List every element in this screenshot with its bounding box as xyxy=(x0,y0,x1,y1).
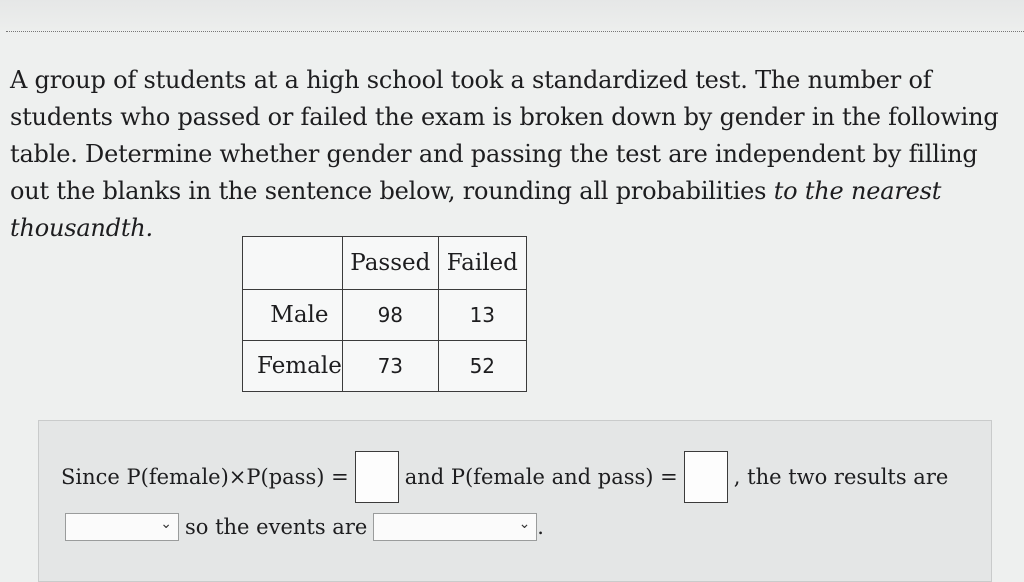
cell-male-failed: 13 xyxy=(438,290,526,341)
independence-dropdown[interactable] xyxy=(373,513,537,541)
question-text xyxy=(10,62,1020,247)
so-text: so the events are xyxy=(185,515,368,539)
header-failed: Failed xyxy=(438,237,526,290)
table-header-row xyxy=(243,237,527,290)
table-corner-cell xyxy=(243,237,343,290)
answer-sentence-line2 xyxy=(65,513,544,541)
and-text: and P(female and pass) = xyxy=(404,465,678,489)
chevron-down-icon: ⌄ xyxy=(160,516,172,532)
since-text: Since P(female)×P(pass) = xyxy=(61,465,349,489)
row-label-female: Female xyxy=(243,341,343,392)
row-label-male: Male xyxy=(243,290,343,341)
table-row xyxy=(243,341,527,392)
chevron-down-icon: ⌄ xyxy=(518,516,531,532)
joint-probability-input[interactable] xyxy=(684,451,728,503)
header-passed: Passed xyxy=(342,237,438,290)
product-probability-input[interactable] xyxy=(355,451,399,503)
cell-female-passed: 73 xyxy=(342,341,438,392)
results-text: , the two results are xyxy=(733,465,949,489)
table-row xyxy=(243,290,527,341)
answer-sentence-line1 xyxy=(61,451,981,503)
contingency-table xyxy=(242,236,527,392)
header-strip xyxy=(0,0,1024,30)
answer-panel xyxy=(38,420,992,582)
question-rounding-instruction: to the nearest thousandth. xyxy=(10,177,942,242)
cell-female-failed: 52 xyxy=(438,341,526,392)
divider xyxy=(6,31,1024,32)
end-period: . xyxy=(537,515,544,539)
question-body: A group of students at a high school took a standardized test. The number of students who passed or failed the exam is broken down by gender in the following table. Determine whether gender and passing the test are independent by filling out the blanks in the sentence below, rounding all probabilities xyxy=(10,66,999,205)
comparison-dropdown[interactable] xyxy=(65,513,179,541)
cell-male-passed: 98 xyxy=(342,290,438,341)
